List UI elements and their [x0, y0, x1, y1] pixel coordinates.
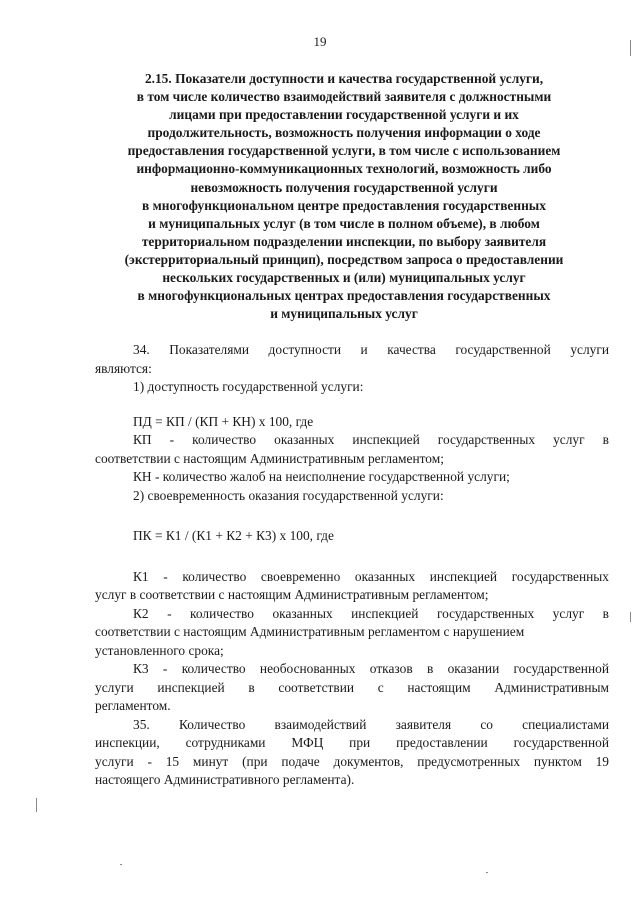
item-timeliness: 2) своевременность оказания государственной услуги:	[133, 487, 444, 503]
heading-line: и муниципальных услуг	[270, 306, 418, 322]
definition-kn: КН - количество жалоб на неисполнение государственной услуги;	[133, 469, 510, 484]
definition-kp-line: соответствии с настоящим Административным регламентом;	[95, 450, 444, 466]
definition-k1-line: К1 - количество своевременно оказанных инспекцией государственных	[133, 568, 609, 584]
heading-line: предоставления государственной услуги, в том числе с использованием	[127, 143, 561, 159]
paragraph-35-line: инспекции, сотрудниками МФЦ при предоставлении государственной	[95, 735, 609, 750]
heading-line: и муниципальных услуг (в том числе в полном объеме), в любом	[148, 215, 540, 231]
section-heading	[80, 70, 608, 323]
heading-line: в многофункциональных центрах предоставления государственных	[137, 288, 551, 304]
definition-k1-line: услуг в соответствии с настоящим Административным регламентом;	[95, 587, 489, 602]
heading-line: в многофункциональном центре предоставления государственных	[142, 197, 546, 213]
paragraph-35-line: 35. Количество взаимодействий заявителя со специалистами	[133, 716, 609, 732]
formula-pd: ПД = КП / (КП + КН) x 100, где	[133, 413, 314, 429]
heading-line: 2.15. Показатели доступности и качества государственной услуги,	[144, 71, 544, 86]
heading-line: невозможность получения государственной услуги	[190, 179, 498, 195]
scan-speck	[486, 872, 488, 873]
heading-line: (экстерриториальный принцип), посредством запроса о предоставлении	[124, 251, 564, 267]
definition-k2-line: установленного срока;	[95, 642, 224, 658]
heading-line: в том числе количество взаимодействий заявителя с должностными	[136, 89, 552, 105]
definition-k2-line: К2 - количество оказанных инспекцией государственных услуг в	[133, 605, 609, 621]
heading-line: продолжительность, возможность получения информации о ходе	[147, 125, 541, 141]
paragraph-35-line: услуги - 15 минут (при подаче документов, предусмотренных пунктом 19	[95, 753, 609, 769]
definition-k3-line: К3 - количество необоснованных отказов в оказании государственной	[133, 661, 609, 676]
paragraph-35-line: настоящего Административного регламента).	[95, 772, 355, 787]
formula-pk: ПК = К1 / (К1 + К2 + К3) x 100, где	[133, 528, 334, 543]
paragraph-34-line: являются:	[95, 360, 152, 376]
scan-speck	[120, 864, 122, 865]
definition-k3-line: регламентом.	[95, 698, 171, 713]
scan-speck	[630, 40, 631, 56]
heading-line: информационно-коммуникационных технологий, возможность либо	[136, 161, 552, 177]
heading-line: нескольких государственных и (или) муниципальных услуг	[162, 270, 526, 286]
page-number: 19	[313, 34, 327, 49]
definition-k3-line: услуги инспекцией в соответствии с настоящим Административным	[95, 679, 609, 695]
paragraph-34-line: 34. Показателями доступности и качества государственной услуги	[133, 342, 609, 357]
item-accessibility: 1) доступность государственной услуги:	[133, 379, 364, 394]
scan-speck	[36, 798, 37, 812]
heading-line: лицами при предоставлении государственной услуги и их	[169, 107, 519, 123]
body-text	[95, 341, 609, 790]
definition-k2-line: соответствии с настоящим Административным регламентом с нарушением	[95, 624, 525, 639]
definition-kp-line: КП - количество оказанных инспекцией государственных услуг в	[133, 432, 609, 447]
scan-speck	[630, 612, 631, 622]
heading-line: территориальном подразделении инспекции, по выбору заявителя	[141, 233, 547, 249]
